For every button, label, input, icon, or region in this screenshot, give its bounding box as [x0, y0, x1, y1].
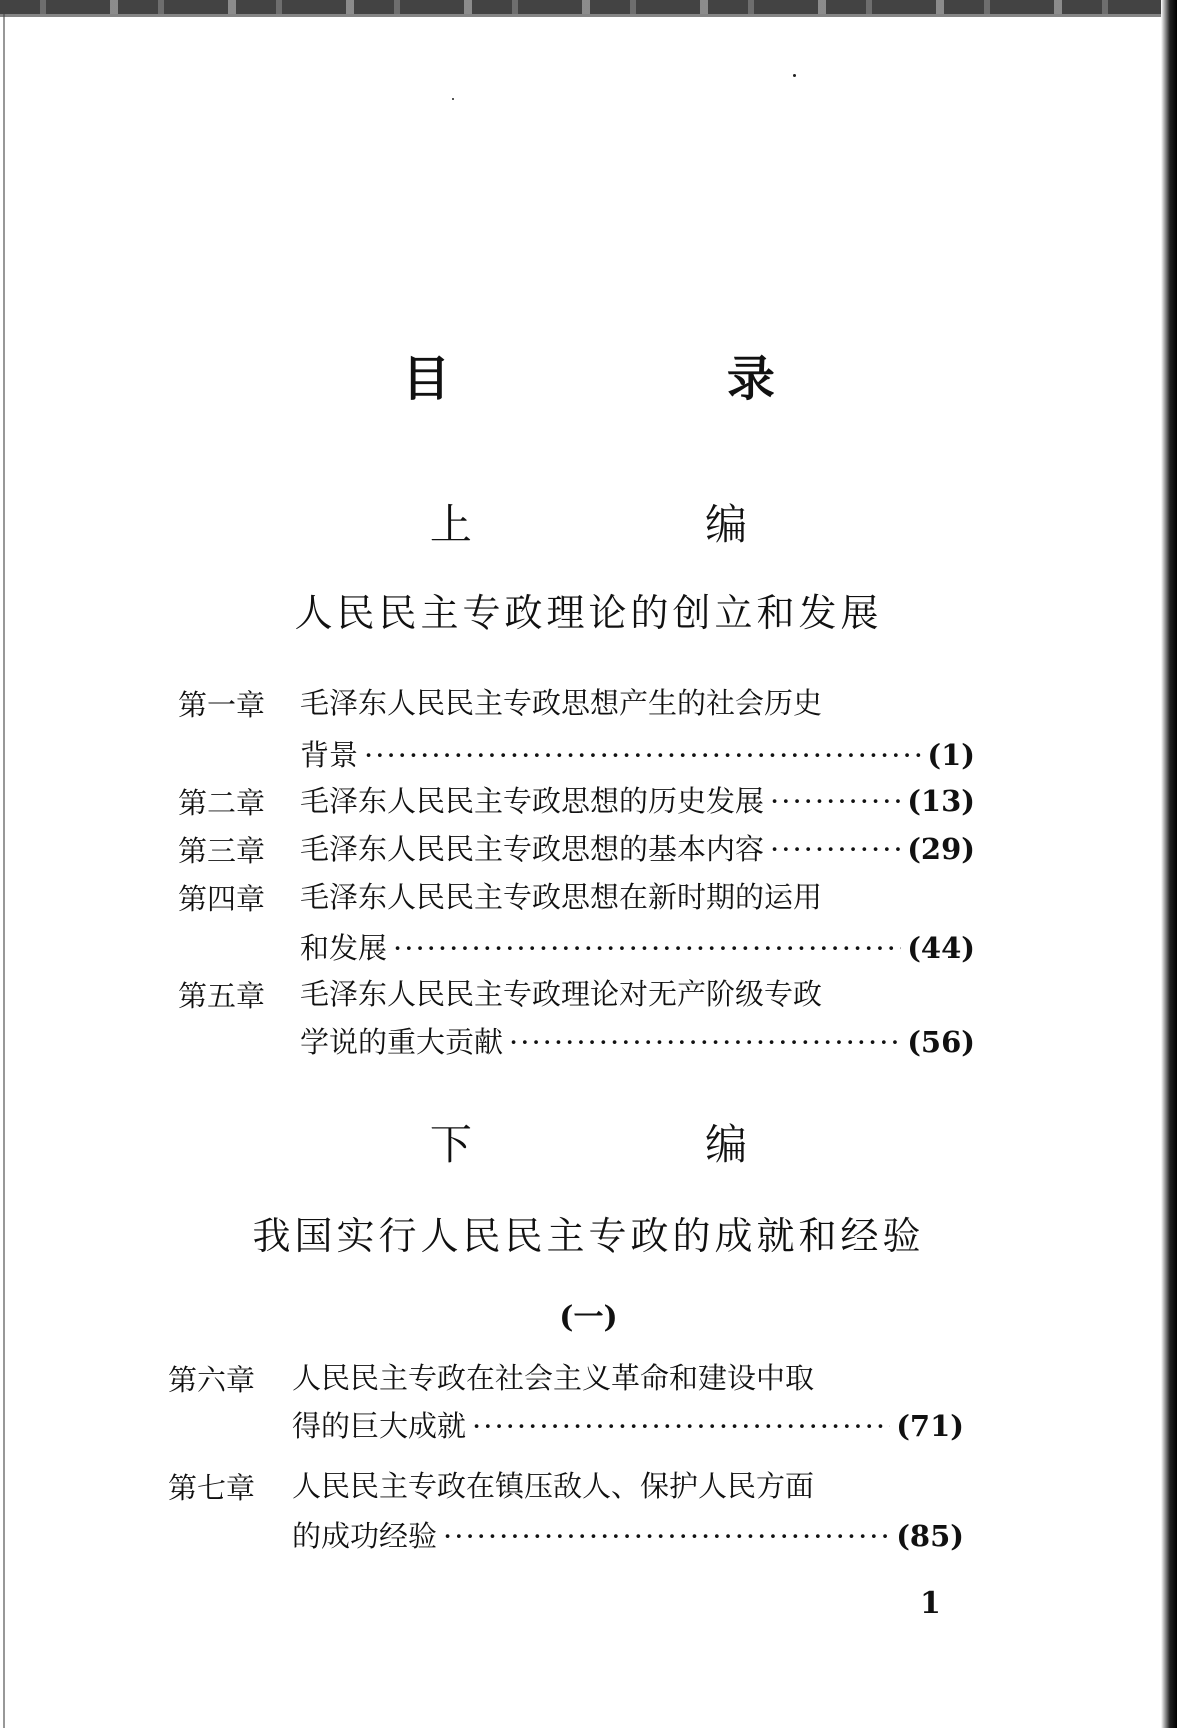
page-title: 目 录: [402, 351, 905, 407]
chapter-title: 毛泽东人民民主专政思想在新时期的运用: [300, 880, 823, 914]
scan-top-border: [0, 0, 1177, 14]
page-number: (13): [907, 784, 975, 818]
page-number: (29): [907, 832, 975, 866]
leader-dots: [443, 1516, 890, 1556]
chapter-title: 人民民主专政在镇压敌人、保护人民方面: [292, 1469, 815, 1503]
chapter-number: 第一章: [178, 688, 266, 722]
part-2-subtitle: 我国实行人民民主专政的成就和经验: [252, 1214, 925, 1258]
page-folio-number: 1: [920, 1586, 941, 1621]
chapter-title: 毛泽东人民民主专政思想的基本内容: [300, 832, 765, 866]
scan-right-border: [1161, 0, 1177, 1728]
chapter-number: 第五章: [178, 979, 266, 1013]
toc-entry[interactable]: [300, 928, 975, 968]
page-number: (56): [907, 1025, 975, 1059]
chapter-title-cont: 的成功经验: [292, 1519, 438, 1553]
page-number: (44): [907, 931, 975, 965]
leader-dots: [472, 1406, 890, 1446]
chapter-number: 第三章: [178, 834, 266, 868]
toc-entry[interactable]: [300, 735, 975, 775]
scan-speck: [793, 74, 796, 77]
toc-entry[interactable]: [300, 781, 975, 821]
page-number: (85): [896, 1519, 964, 1553]
chapter-title-cont: 得的巨大成就: [292, 1409, 467, 1443]
leader-dots: [770, 781, 901, 821]
chapter-title-cont: 背景: [300, 738, 359, 772]
toc-entry[interactable]: [292, 1406, 964, 1446]
chapter-number: 第七章: [168, 1471, 256, 1505]
part-2-label: 下 编: [429, 1120, 858, 1169]
chapter-number: 第二章: [178, 786, 266, 820]
toc-entry[interactable]: [300, 829, 975, 869]
part-1-label: 上 编: [429, 500, 858, 549]
part-1-subtitle: 人民民主专政理论的创立和发展: [294, 591, 883, 635]
chapter-number: 第六章: [168, 1363, 256, 1397]
page-number: (1): [927, 738, 975, 772]
leader-dots: [364, 735, 921, 775]
leader-dots: [393, 928, 901, 968]
chapter-title-cont: 学说的重大贡献: [300, 1025, 504, 1059]
chapter-title: 毛泽东人民民主专政思想的历史发展: [300, 784, 765, 818]
chapter-title: 人民民主专政在社会主义革命和建设中取: [292, 1361, 815, 1395]
chapter-title: 毛泽东人民民主专政思想产生的社会历史: [300, 686, 823, 720]
chapter-title-cont: 和发展: [300, 931, 388, 965]
chapter-number: 第四章: [178, 882, 266, 916]
chapter-title: 毛泽东人民民主专政理论对无产阶级专政: [300, 977, 823, 1011]
scan-left-border: [3, 0, 5, 1728]
toc-entry[interactable]: [292, 1516, 964, 1556]
scan-speck: [452, 98, 454, 100]
leader-dots: [509, 1022, 901, 1062]
leader-dots: [770, 829, 901, 869]
toc-entry[interactable]: [300, 1022, 975, 1062]
page-number: (71): [896, 1409, 964, 1443]
section-mark: (一): [559, 1300, 618, 1335]
scan-top-border-line: [0, 14, 1177, 17]
